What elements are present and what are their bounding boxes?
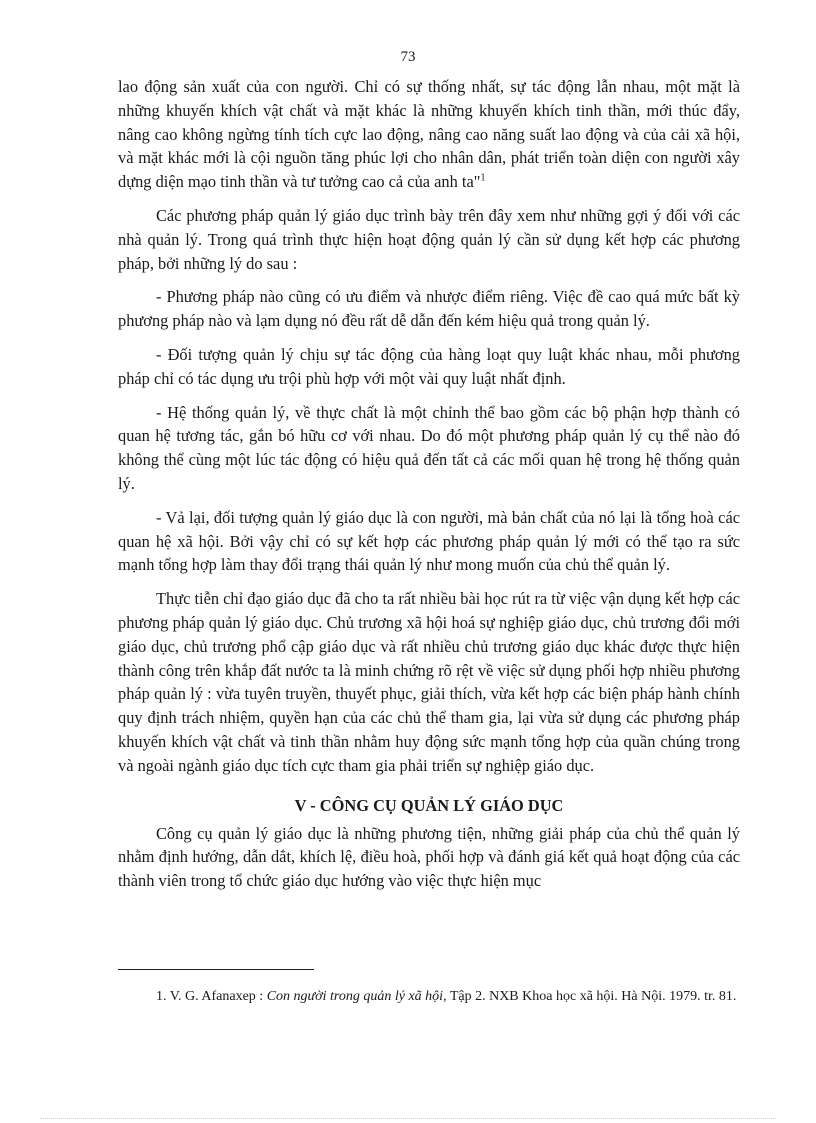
body-text (118, 75, 740, 903)
footnote-title-part2: trong quản lý xã hội, (330, 989, 447, 1004)
footnote-lead: 1. V. G. Afanaxep : (156, 989, 267, 1004)
footnote-divider (118, 969, 314, 970)
paragraph: - Vả lại, đối tượng quản lý giáo dục là con người, mà bản chất của nó lại là tổng hoà các quan hệ xã hội. Bởi vậy chỉ có sự kết hợp các phương pháp quản lý mới có thể tạo ra sức mạnh tổng hợp làm thay đổi trạng thái quản lý như mong muốn của chủ thể quản lý. (118, 507, 740, 575)
section-paragraph: Công cụ quản lý giáo dục là những phương tiện, những giải pháp của chủ thể quản lý nhằm định hướng, dẫn dắt, khích lệ, điều hoà, phối hợp và đánh giá kết quả hoạt động của các thành viên trong tổ chức giáo dục hướng vào việc thực hiện mục (118, 823, 740, 891)
paragraph: - Phương pháp nào cũng có ưu điểm và nhược điểm riêng. Việc đề cao quá mức bất kỳ phương pháp nào và lạm dụng nó đều rất dễ dẫn đến kém hiệu quả trong quản lý. (118, 287, 740, 331)
paragraph: Thực tiễn chỉ đạo giáo dục đã cho ta rất nhiều bài học rút ra từ việc vận dụng kết hợp các phương pháp quản lý giáo dục. Chủ trương xã hội hoá sự nghiệp giáo dục, chủ trương đổi mới giáo dục, chủ trương phổ cập giáo dục và rất nhiều chủ trương giáo dục khác được thực hiện thành công trên khắp đất nước ta là minh chứng rõ rệt về việc sử dụng phối hợp nhiều phương pháp quản lý : vừa tuyên truyền, thuyết phục, giải thích, vừa kết hợp các biện pháp hành chính quy định trách nhiệm, quyền hạn của các chủ thể tham gia, lại vừa sử dụng các phương pháp khuyến khích vật chất và tinh thần nhằm huy động sức mạnh tổng hợp của quần chúng trong và ngoài ngành giáo dục tích cực tham gia phải triển sự nghiệp giáo dục. (118, 589, 740, 775)
footnote-marker: 1 (480, 172, 486, 184)
paragraph-continued (118, 75, 740, 194)
footnote (118, 986, 740, 1008)
section-heading: V - CÔNG CỤ QUẢN LÝ GIÁO DỤC (294, 795, 564, 815)
paragraph: Các phương pháp quản lý giáo dục trình bày trên đây xem như những gợi ý đối với các nhà quản lý. Trong quá trình thực hiện hoạt động quản lý cần sử dụng kết hợp các phương pháp, bởi những lý do sau : (118, 205, 740, 273)
paragraph: - Đối tượng quản lý chịu sự tác động của hàng loạt quy luật khác nhau, mỗi phương pháp chỉ có tác dụng ưu trội phù hợp với một vài quy luật nhất định. (118, 344, 740, 388)
paragraph-text: lao động sản xuất của con người. Chỉ có sự thống nhất, sự tác động lẫn nhau, một mặt là những khuyến khích vật chất và mặt khác là những khuyến khích tinh thần, mới thúc đẩy, nâng cao không ngừng tính tích cực lao động, nâng cao năng suất lao động và của cải xã hội, và mặt khác mới là cội nguồn tăng phúc lợi cho nhân dân, phát triển toàn diện con người xây dựng diện mạo tinh thần và tư tưởng cao cả của anh ta" (118, 77, 740, 192)
page-bottom-border (40, 1118, 776, 1119)
footnote-title-part1: Con người (266, 989, 331, 1004)
paragraph: - Hệ thống quản lý, về thực chất là một chỉnh thể bao gồm các bộ phận hợp thành có quan hệ tương tác, gắn bó hữu cơ với nhau. Do đó một phương pháp quản lý cụ thể nào đó không thể cùng một lúc tác động có hiệu quả đến tất cả các mối quan hệ trong hệ thống quản lý. (118, 402, 740, 493)
page-number: 73 (400, 49, 416, 65)
footnote-rest: Tập 2. NXB Khoa học xã hội. Hà Nội. 1979. tr. 81. (446, 989, 737, 1004)
